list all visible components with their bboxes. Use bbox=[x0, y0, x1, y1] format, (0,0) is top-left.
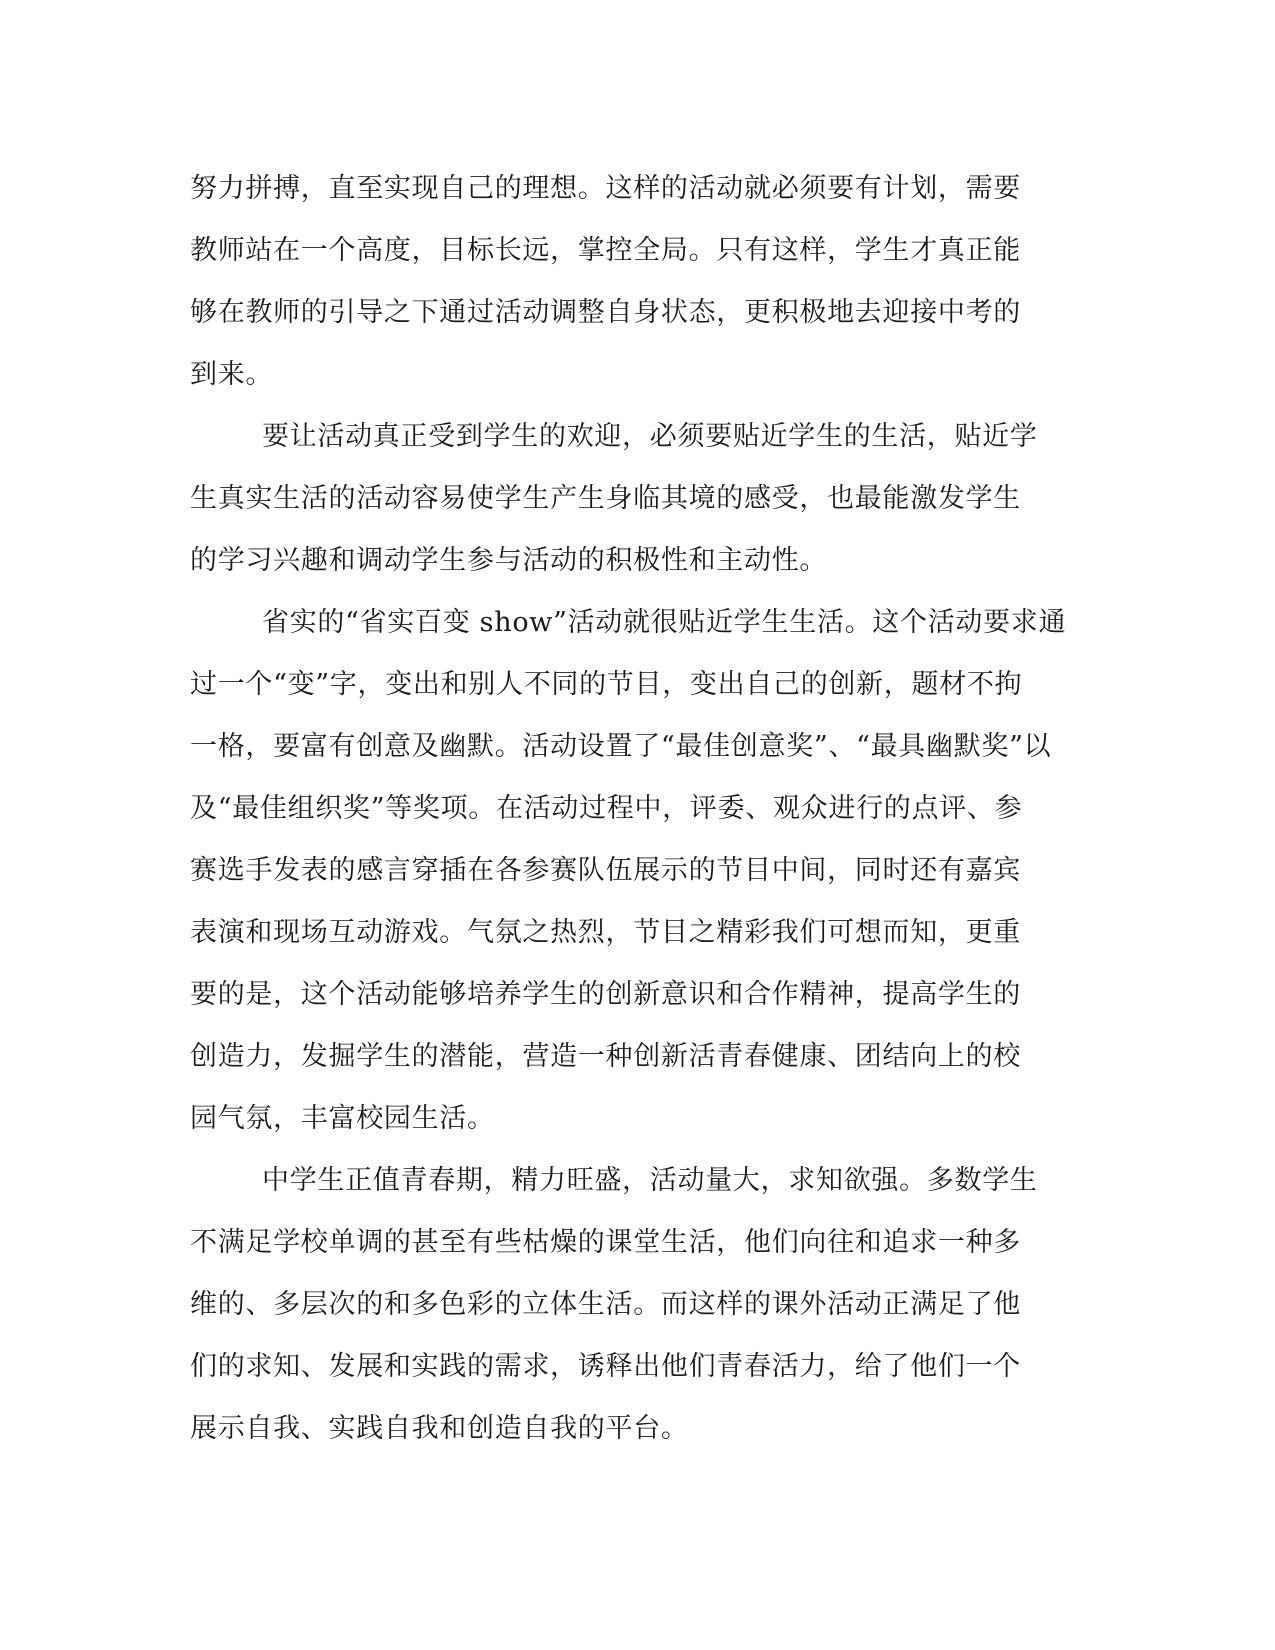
paragraph-3 bbox=[190, 592, 1070, 1150]
text-line: 及“最佳组织奖”等奖项。在活动过程中，评委、观众进行的点评、参 bbox=[190, 793, 1023, 824]
text-line: 不满足学校单调的甚至有些枯燥的课堂生活，他们向往和追求一种多 bbox=[190, 1227, 1021, 1258]
text-line: 过一个“变”字，变出和别人不同的节目，变出自己的创新，题材不拘 bbox=[190, 669, 1023, 700]
paragraph-2 bbox=[190, 406, 1070, 592]
text-line: 展示自我、实践自我和创造自我的平台。 bbox=[190, 1413, 689, 1444]
text-line: 够在教师的引导之下通过活动调整自身状态，更积极地去迎接中考的 bbox=[190, 297, 1021, 328]
text-line: 维的、多层次的和多色彩的立体生活。而这样的课外活动正满足了他 bbox=[190, 1289, 1021, 1320]
text-line: 到来。 bbox=[190, 359, 274, 390]
text-line: 要的是，这个活动能够培养学生的创新意识和合作精神，提高学生的 bbox=[190, 979, 1021, 1010]
text-line: 表演和现场互动游戏。气氛之热烈，节目之精彩我们可想而知，更重 bbox=[190, 917, 1021, 948]
text-line: 省实的“省实百变 show”活动就很贴近学生生活。这个活动要求通 bbox=[262, 607, 1067, 638]
document-body bbox=[190, 158, 1070, 1460]
text-line: 创造力，发掘学生的潜能，营造一种创新活青春健康、团结向上的校 bbox=[190, 1041, 1021, 1072]
text-line: 的学习兴趣和调动学生参与活动的积极性和主动性。 bbox=[190, 545, 828, 576]
paragraph-1 bbox=[190, 158, 1070, 406]
text-line: 生真实生活的活动容易使学生产生身临其境的感受，也最能激发学生 bbox=[190, 483, 1021, 514]
text-line: 努力拼搏，直至实现自己的理想。这样的活动就必须要有计划，需要 bbox=[190, 173, 1021, 204]
text-line: 赛选手发表的感言穿插在各参赛队伍展示的节目中间，同时还有嘉宾 bbox=[190, 855, 1021, 886]
text-line: 教师站在一个高度，目标长远，掌控全局。只有这样，学生才真正能 bbox=[190, 235, 1021, 266]
text-line: 要让活动真正受到学生的欢迎，必须要贴近学生的生活，贴近学 bbox=[262, 421, 1038, 452]
paragraph-4 bbox=[190, 1150, 1070, 1460]
text-line: 一格，要富有创意及幽默。活动设置了“最佳创意奖”、“最具幽默奖”以 bbox=[190, 731, 1052, 762]
text-line: 园气氛，丰富校园生活。 bbox=[190, 1103, 495, 1134]
text-line: 中学生正值青春期，精力旺盛，活动量大，求知欲强。多数学生 bbox=[262, 1165, 1038, 1196]
text-line: 们的求知、发展和实践的需求，诱释出他们青春活力，给了他们一个 bbox=[190, 1351, 1021, 1382]
